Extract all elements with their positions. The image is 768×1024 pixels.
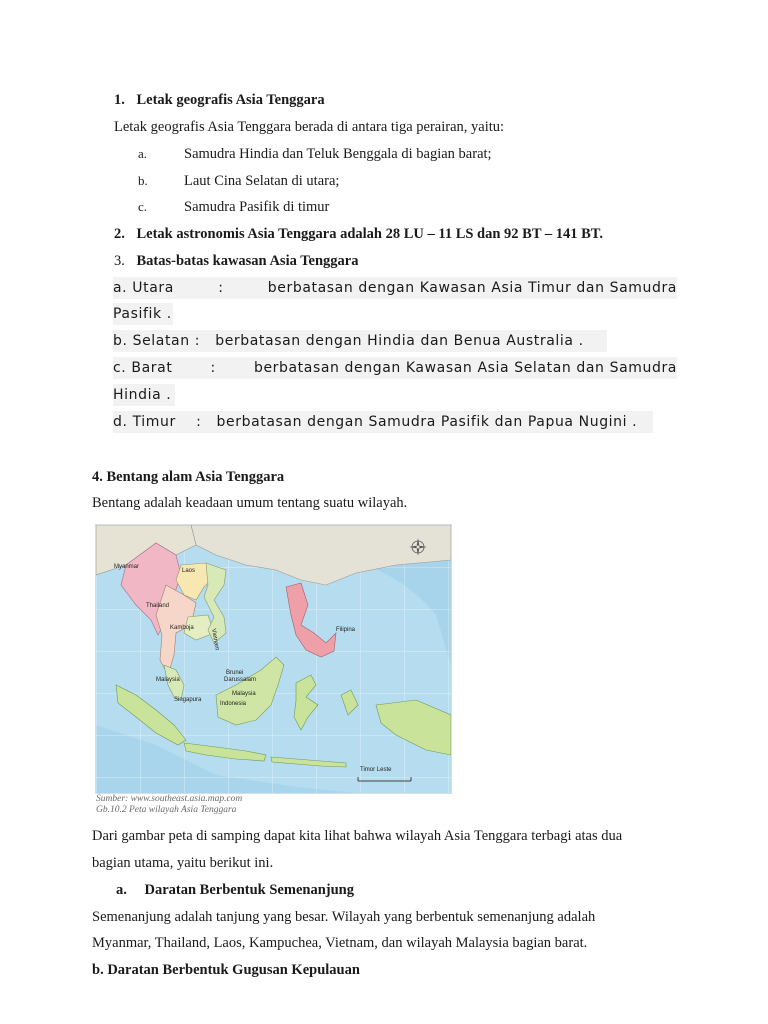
map-graphic [96,525,451,793]
border-timur: d. Timur : berbatasan dengan Samudra Pasifik dan Papua Nugini . [113,411,653,433]
list-marker: a. [138,146,148,161]
paragraph-2-line-1: Semenanjung adalah tanjung yang besar. Wilayah yang berbentuk semenanjung adalah [92,909,596,925]
subheading-a-title: Daratan Berbentuk Semenanjung [144,882,354,898]
paragraph-1-line-2: bagian utama, yaitu berikut ini. [92,855,274,871]
border-utara-continued: Pasifik . [113,303,173,325]
list-text: Samudra Pasifik di timur [184,199,330,215]
border-barat [113,357,677,379]
label-malaysia-east: Malaysia [232,691,256,697]
subheading-a-marker: a. [116,882,127,898]
label-timor: Timor Leste [360,767,392,773]
border-utara-colon: : [218,280,224,296]
list-marker: b. [138,173,148,188]
list-text: Laut Cina Selatan di utara; [184,173,340,189]
label-malaysia-west: Malaysia [156,677,180,683]
label-myanmar: Myanmar [114,564,140,570]
border-barat-continued: Hindia . [113,384,175,406]
subheading-b: b. Daratan Berbentuk Gugusan Kepulauan [92,962,360,978]
border-barat-label: c. Barat [113,360,173,376]
list-item-c [138,199,329,216]
subheading-a [116,882,354,899]
label-indonesia: Indonesia [220,701,247,707]
list-marker: c. [138,199,148,214]
border-utara [113,277,677,299]
list-item-a [138,146,492,163]
section-1-title: Letak geografis Asia Tenggara [136,92,325,108]
label-singapura: Singapura [174,697,202,703]
border-selatan: b. Selatan : berbatasan dengan Hindia dan Benua Australia . [113,330,607,352]
map-caption: Gb.10.2 Peta wilayah Asia Tenggara [96,805,237,815]
section-1-heading [114,92,325,109]
label-thailand: Thailand [146,603,170,609]
section-4-heading: 4. Bentang alam Asia Tenggara [92,469,285,485]
section-2-number: 2. [114,226,125,242]
label-kamboja: Kamboja [170,625,194,631]
section-2-title: Letak astronomis Asia Tenggara adalah 28 LU – 11 LS dan 92 BT – 141 BT. [136,226,604,242]
section-2-heading [114,226,603,243]
section-4-intro: Bentang adalah keadaan umum tentang suatu wilayah. [92,495,408,511]
section-3-number: 3. [114,253,125,269]
section-1-intro: Letak geografis Asia Tenggara berada di antara tiga perairan, yaitu: [114,119,505,135]
label-brunei: Brunei [226,670,244,676]
label-vietnam: Vietnam [210,628,220,651]
list-item-b [138,173,339,190]
label-darussalam: Darussalam [224,677,257,683]
label-laos: Laos [182,568,196,574]
border-utara-label: a. Utara [113,280,174,296]
paragraph-2-line-2: Myanmar, Thailand, Laos, Kampuchea, Vietnam, dan wilayah Malaysia bagian barat. [92,935,588,951]
section-3-title: Batas-batas kawasan Asia Tenggara [136,253,359,269]
list-text: Samudra Hindia dan Teluk Benggala di bagian barat; [184,146,492,162]
border-barat-text: berbatasan dengan Kawasan Asia Selatan dan Samudra [253,360,677,376]
border-utara-text: berbatasan dengan Kawasan Asia Timur dan Samudra [267,280,677,296]
paragraph-1-line-1: Dari gambar peta di samping dapat kita lihat bahwa wilayah Asia Tenggara terbagi atas dua [92,828,623,844]
section-3-heading [114,253,358,270]
border-barat-colon: : [210,360,216,376]
southeast-asia-map [95,524,452,794]
map-source: Sumber: www.southeast.asia.map.com [96,794,243,804]
section-1-number: 1. [114,92,125,108]
label-filipina: Filipina [336,627,356,633]
